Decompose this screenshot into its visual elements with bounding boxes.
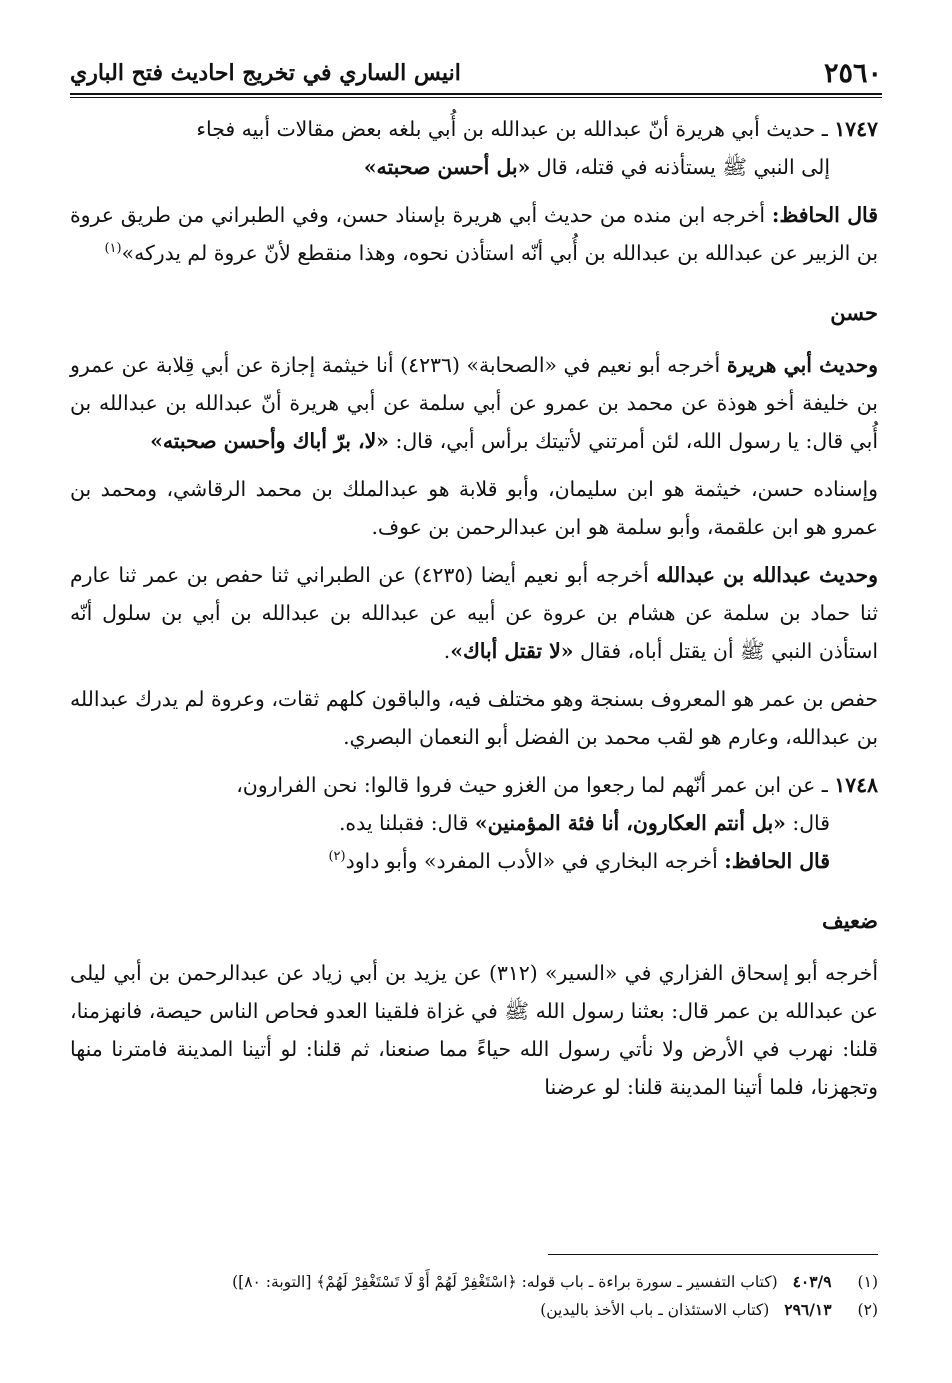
running-title: انيس الساري في تخريج احاديث فتح الباري (70, 60, 461, 86)
takhrij-text: أخرجه أبو نعيم أيضا (٤٢٣٥) عن الطبراني ثنا حفص بن عمر ثنا عارم ثنا حماد بن سلمة عن هشام بن عروة عن أبيه عن عبدالله بن عبدالله بن أبي بن سلول أنّه استأذن النبي ﷺ أن يقتل أباه، فقال (70, 563, 878, 663)
header-rule-thin (70, 97, 882, 98)
isnad-note: وإسناده حسن، خيثمة هو ابن سليمان، وأبو قلابة هو عبدالملك بن محمد الرقاشي، ومحمد بن عمرو هو ابن علقمة، وأبو سلمة هو ابن عبدالرحمن بن عوف. (70, 477, 878, 539)
hadith-number: ١٧٤٧ (834, 117, 878, 141)
prophetic-quote: «لا، برّ أباك وأحسن صحبته» (150, 429, 390, 453)
hafiz-comment (70, 196, 878, 272)
main-text (70, 110, 878, 1116)
footnote-ref: (١) (104, 241, 122, 257)
footnote-text: (كتاب الاستئذان ـ باب الأخذ باليدين) (540, 1301, 775, 1319)
hadith-number: ١٧٤٨ (834, 773, 878, 797)
hafiz-comment (328, 849, 878, 873)
narrator-note: حفص بن عمر هو المعروف بسنجة وهو مختلف فيه، والباقون كلهم ثقات، وعروة لم يدرك عبدالله بن عبدالله، وعارم هو لقب محمد بن الفضل أبو النعمان البصري. (70, 687, 878, 749)
section-label: وحديث أبي هريرة (726, 353, 879, 377)
grade-heading: ضعيف (821, 908, 878, 933)
hadith-text-cont: إلى النبي ﷺ يستأذنه في قتله، قال «بل أحسن صحبته» (363, 155, 830, 179)
running-header (70, 52, 882, 94)
header-rule (70, 93, 882, 95)
hafiz-text: أخرجه البخاري في «الأدب المفرد» وأبو داود (345, 849, 725, 873)
hadith-text-cont: قال: «بل أنتم العكارون، أنا فئة المؤمنين» قال: فقبلنا يده. (338, 811, 830, 835)
hafiz-label: قال الحافظ: (724, 849, 830, 873)
takhrij-fazari: أخرجه أبو إسحاق الفزاري في «السير» (٣١٢) عن يزيد بن أبي زياد عن عبدالرحمن بن أبي ليلى عن عبدالله بن عمر قال: بعثنا رسول الله ﷺ في غزاة فلقينا العدو فحاص الناس حيصة، فانهزمنا، قلنا: نهرب في الأرض ولا نأتي رسول الله حياءً مما صنعنا، ثم قلنا: لو أتينا المدينة فامترنا منها وتجهزنا، فلما أتينا المدينة قلنا: لو عرضنا (70, 961, 878, 1099)
grade-heading: حسن (830, 300, 878, 325)
prophetic-quote: «بل أحسن صحبته» (363, 155, 531, 179)
page-number: ٢٥٦٠ (823, 57, 882, 89)
footnote-separator (548, 1254, 878, 1255)
hafiz-label: قال الحافظ: (771, 203, 878, 227)
takhrij-abdullah: وحديث عبدالله بن عبدالله أخرجه أبو نعيم أيضا (٤٢٣٥) عن الطبراني ثنا حفص بن عمر ثنا عارم ثنا حماد بن سلمة عن هشام بن عروة عن أبيه عن عبدالله بن عبدالله بن أبي بن سلول أنّه استأذن النبي ﷺ أن يقتل أباه، فقال «لا تقتل أباك». (70, 563, 878, 663)
hadith-text: ـ حديث أبي هريرة أنّ عبدالله بن عبدالله بن أُبي بلغه بعض مقالات أبيه فجاء (196, 117, 828, 141)
hadith-1747 (70, 110, 878, 186)
takhrij-abu-hurayra (70, 346, 878, 460)
footnote-ref-number: ٢٩٦/١٣ (784, 1300, 832, 1319)
footnote-ref: (٢) (328, 849, 346, 865)
prophetic-quote: «لا تقتل أباك» (450, 639, 574, 663)
takhrij-text: أخرجه أبو نعيم في «الصحابة» (٤٢٣٦) أنا خيثمة إجازة عن أبي قِلابة عن عمرو بن خليفة أخو هوذة عن محمد بن عمرو عن أبي سلمة عن أبي هريرة أنّ عبدالله بن عبدالله بن أُبي قال: يا رسول الله، لئن أمرتني لأتيتك برأس أبي، قال: (70, 353, 878, 453)
prophetic-quote: «بل أنتم العكارون، أنا فئة المؤمنين» (474, 811, 786, 835)
section-label: وحديث عبدالله بن عبدالله (656, 563, 878, 587)
hafiz-text: أخرجه ابن منده من حديث أبي هريرة بإسناد حسن، وفي الطبراني من طريق عروة بن الزبير عن عبدالله بن عبدالله بن أُبي أنّه استأذن نحوه، وهذا منقطع لأنّ عروة لم يدركه» (70, 203, 878, 265)
footnotes (70, 1268, 878, 1324)
footnote-ref-number: ٤٠٣/٩ (792, 1272, 832, 1291)
hadith-text: ـ عن ابن عمر أنّهم لما رجعوا من الغزو حيث فروا قالوا: نحن الفرارون، (236, 773, 828, 797)
hadith-1748 (70, 766, 878, 880)
footnote-mark: (١) (857, 1273, 878, 1291)
footnote-1 (70, 1268, 878, 1296)
footnote-2 (70, 1296, 878, 1324)
footnote-mark: (٢) (857, 1301, 878, 1319)
footnote-text: (كتاب التفسير ـ سورة براءة ـ باب قوله: ﴿اسْتَغْفِرْ لَهُمْ أَوْ لَا تَسْتَغْفِرْ لَهُمْ﴾ [التوبة: ٨٠]) (232, 1273, 783, 1291)
